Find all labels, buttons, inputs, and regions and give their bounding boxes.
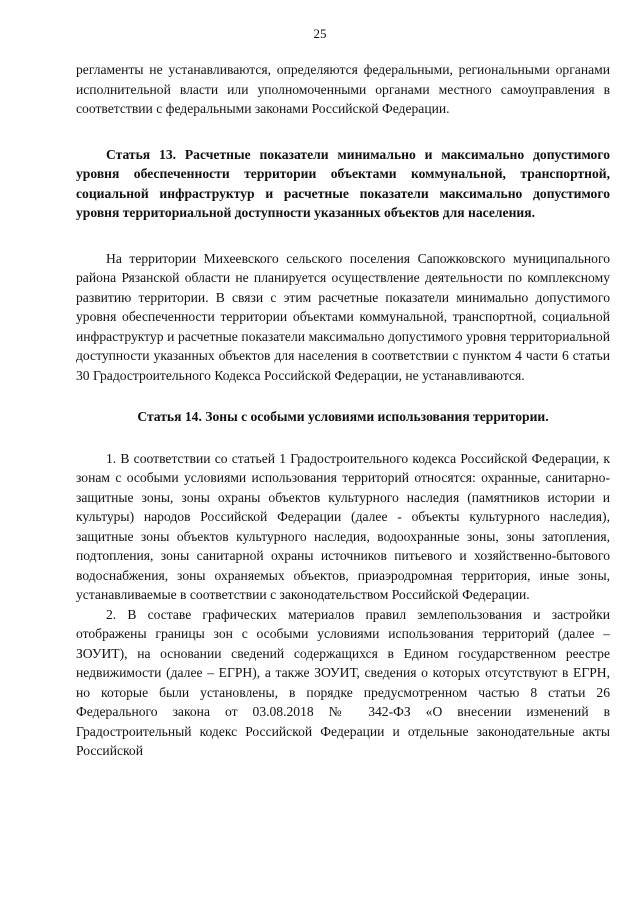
spacer (76, 223, 610, 249)
spacer (76, 385, 610, 407)
article-14-item-1: 1. В соответствии со статьей 1 Градостроительного кодекса Российской Федерации, к зонам с особыми условиями использования территорий относятся: охранные, санитарно-защитные зоны, зоны охраны объектов культурного наследия (памятников истории и культуры) народов Российской Федерации (далее - объекты культурного наследия), защитные зоны объектов культурного наследия, водоохранные зоны, зоны затопления, подтопления, зоны санитарной охраны источников питьевого и хозяйственно-бытового водоснабжения, зоны охраняемых объектов, приаэродромная территория, иные зоны, устанавливаемые в соответствии с законодательством Российской Федерации. (76, 450, 610, 602)
article-13-paragraph: На территории Михеевского сельского поселения Сапожковского муниципального района Рязанской области не планируется осуществление деятельности по комплексному развитию территории. В связи с этим расчетные показатели минимально допустимого уровня обеспеченности территории объектами коммунальной, транспортной, социальной инфраструктур и расчетные показатели максимально допустимого уровня территориальной доступности указанных объектов для населения в соответствии с пунктом 4 части 6 статьи 30 Градостроительного Кодекса Российской Федерации, не устанавливаются. (76, 250, 610, 383)
intro-paragraph: регламенты не устанавливаются, определяются федеральными, региональными органами исполнительной власти или уполномоченными органами местного самоуправления в соответствии с федеральными законами Российской Федерации. (76, 62, 610, 116)
spacer (76, 427, 610, 449)
article-14-item-2: 2. В составе графических материалов правил землепользования и застройки отображены границы зон с особыми условиями использования территорий (далее – ЗОУИТ), на основании сведений содержащихся в Едином государственном реестре недвижимости (далее – ЕГРН), а также ЗОУИТ, сведения о которых отсутствуют в ЕГРН, но которые были установлены, в порядке предусмотренном частью 8 статьи 26 Федерального закона от 03.08.2018 № 342-ФЗ «О внесении изменений в Градостроительный кодекс Российской Федерации и отдельные законодательные акты Российской (76, 606, 610, 758)
document-body (76, 60, 610, 761)
article-13-heading: Статья 13. Расчетные показатели минимально и максимально допустимого уровня обеспеченности территории объектами коммунальной, транспортной, социальной инфраструктур и расчетные показатели максимально допустимого уровня территориальной доступности указанных объектов для населения. (76, 146, 610, 220)
spacer (76, 119, 610, 145)
page-number: 25 (313, 26, 327, 41)
article-14-heading: Статья 14. Зоны с особыми условиями использования территории. (137, 409, 549, 424)
